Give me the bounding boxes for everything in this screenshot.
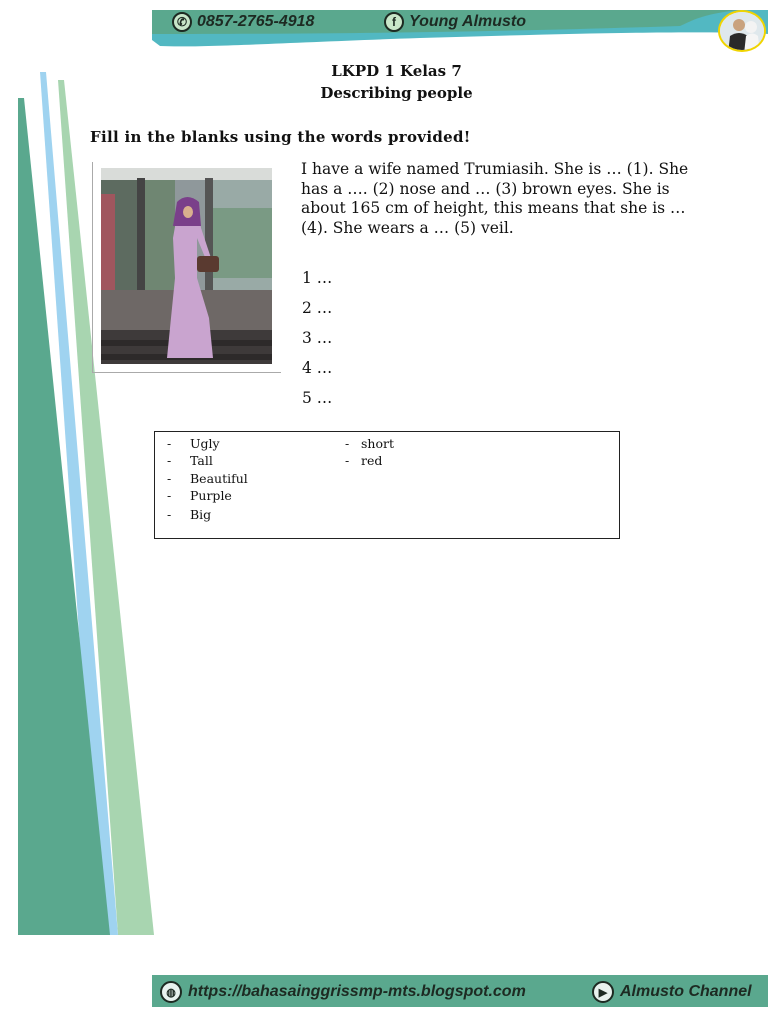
- bullet: -: [167, 436, 172, 451]
- avatar: [718, 10, 766, 52]
- blank-1: 1 …: [302, 269, 333, 287]
- bullet: -: [345, 453, 350, 468]
- bullet: -: [167, 507, 172, 522]
- bullet: -: [167, 471, 172, 486]
- facebook-name: Young Almusto: [409, 13, 527, 30]
- blog-url[interactable]: https://bahasainggrissmp-mts.blogspot.com: [188, 983, 526, 1000]
- word-bank: [154, 431, 620, 539]
- word-item: short: [361, 436, 394, 451]
- blank-5: 5 …: [302, 389, 333, 407]
- header-facebook: [384, 12, 526, 32]
- bullet: -: [167, 453, 172, 468]
- blank-4: 4 …: [302, 359, 333, 377]
- blank-3: 3 …: [302, 329, 333, 347]
- phone-number: 0857-2765-4918: [197, 13, 315, 30]
- word-item: Tall: [190, 453, 213, 468]
- facebook-icon: f: [384, 12, 404, 32]
- instruction: Fill in the blanks using the words provided!: [90, 128, 471, 146]
- bullet: -: [345, 436, 350, 451]
- word-item: red: [361, 453, 383, 468]
- word-item: Ugly: [190, 436, 220, 451]
- word-item: Big: [190, 507, 212, 522]
- channel-name: Almusto Channel: [620, 983, 752, 1000]
- header-phone: [172, 12, 314, 32]
- footer-blog: [160, 981, 526, 1003]
- woman-photo: [101, 168, 272, 364]
- whatsapp-icon: ✆: [172, 12, 192, 32]
- footer-channel: [592, 981, 752, 1003]
- worksheet-title: LKPD 1 Kelas 7: [331, 62, 462, 80]
- worksheet-subtitle: Describing people: [320, 84, 473, 102]
- youtube-icon: ▶: [592, 981, 614, 1003]
- globe-icon: ◍: [160, 981, 182, 1003]
- word-item: Beautiful: [190, 471, 248, 486]
- blank-2: 2 …: [302, 299, 333, 317]
- bullet: -: [167, 488, 172, 503]
- word-item: Purple: [190, 488, 232, 503]
- story-paragraph: I have a wife named Trumiasih. She is … (1). She has a …. (2) nose and … (3) brown eyes. She is about 165 cm of height, this means that she is … (4). She wears a … (5) veil.: [301, 160, 689, 237]
